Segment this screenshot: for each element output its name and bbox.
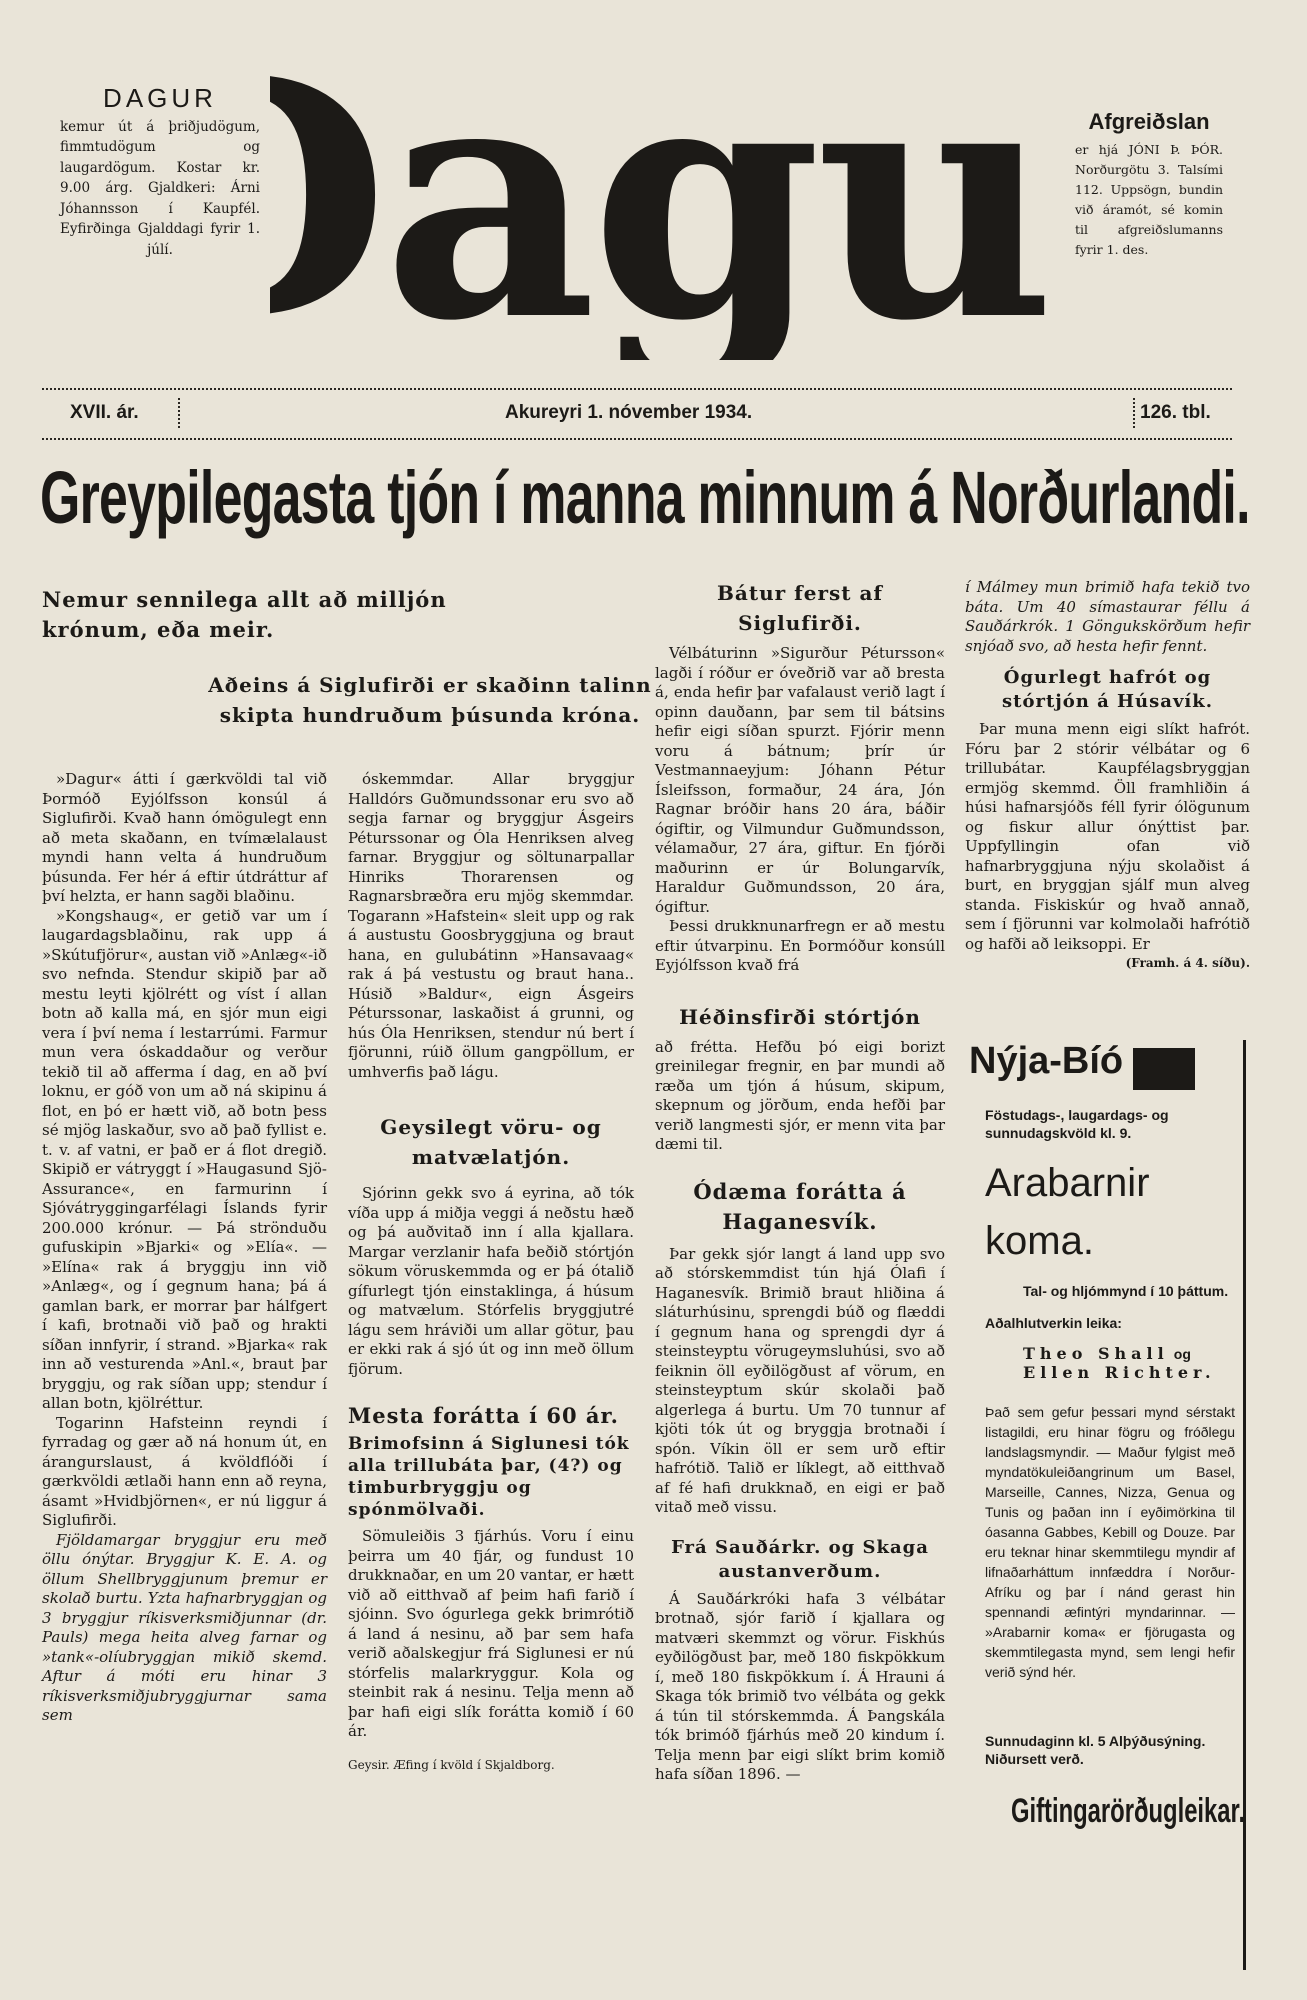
subscription-info bbox=[60, 83, 260, 260]
conjunction: og bbox=[1173, 1345, 1191, 1362]
ad-actors bbox=[1023, 1344, 1243, 1382]
masthead-text: agu bbox=[382, 20, 1050, 360]
subhead-haganesvik: Ódæma forátta á Haganesvík. bbox=[693, 1178, 907, 1234]
paragraph: í Málmey mun brimið hafa tekið tvo báta. Um 40 símastaurar féllu á Sauðárkrók. 1 Göngukskörðum hefir snjóað svo, að hesta hefir fennt. bbox=[965, 578, 1250, 655]
ad-days: Föstudags-, laugardags- og sunnudagskvöld kl. 9. bbox=[985, 1106, 1169, 1141]
office-info bbox=[1075, 109, 1223, 260]
divider bbox=[178, 398, 180, 428]
paragraph: Þar gekk sjór langt á land upp svo að stórskemmdist tún hjá Ólafi í Haganesvík. Brimið braut hliðina á sláturhúsinu, sprengdi búð og flæddi í gegnum hana og sprengdi dyr á steinsteyptu vörugeymsluhúsi, svo að feiknin öll eyðilögðust af vörum, en steinsteyptum skúr skolaði það algerlega á burtu. Um 70 tunnur af kjöti tók út og bryggja brotnaði í spón. Víkin öll er sem urð eftir hafrótið. Talið er líklegt, að eitthvað af fé hafi drukknað, en eigi er það vitað með vissu. bbox=[655, 1244, 945, 1516]
paragraph: Togarinn Hafsteinn reyndi í fyrradag og gær að ná honum út, en árangurslaust, á kvöldflóði í gærkvöldi ætlaði hann enn að reyna, ásamt »Hvidbjörnen«, er nú liggur á Siglufirði. bbox=[42, 1413, 327, 1529]
subhead-worst: Mesta forátta í 60 ár. bbox=[348, 1403, 619, 1428]
paragraph: »Kongshaug«, er getið var um í laugardagsblaðinu, rak upp á »Skútufjörur«, austan við »Anlæg«-ið svo nefnda. Stendur skipið þar að mestu leyti kjölrétt og víst í allan botn að kalla má, en sjór mun eigi vera í því nema í lestarrúmi. Farmur mun vera óskaddaður og verður tekið til að afferma í dag, en að því loknu, er góð von um að ná skipinu á flot, en þó er hætt við, að botn þess sé mjög laskaður, svo að það fyllist e. t. v. af vatni, er það er á flot dregið. Skipið er vátryggt í »Haugasund Sjö-Assurance«, en farmurinn í Sjóvátryggingarfélagi Íslands fyrir 200.000 krónur. — Þá strönduðu gufuskipin »Bjarki« og »Elía«. — »Elína« rak á bryggju inn við »Anlæg«, og í gegnum hana; þá á gamlan bark, er morrar þar hálfgert í kafi, brotnaði við það og hrakti síðan innfyrir, í strand. »Bjarka« rak inn að vesturenda »Anl.«, braut þar bryggju, og rak síðan upp; stendur í allan botn, kjölréttur. bbox=[42, 906, 327, 1412]
ad-title-row bbox=[963, 1040, 1243, 1090]
actor: Theo Shall bbox=[1023, 1343, 1169, 1363]
paragraph: óskemmdar. Allar bryggjur Halldórs Guðmundssonar eru svo að segja farnar og bryggjur Ásgeirs Péturssonar og Óla Henriksen alveg farnar. Bryggjur og söltunarpallar Hinriks Thorarensen og Ragnarsbræðra eru mjög skemmdar. Togarann »Hafstein« sleit upp og rak á austustu Goosbryggjuna og braut hana, en gulubátinn »Hansavaag« rak á þá vestustu og braut hana.. Húsið »Baldur«, eign Ásgeirs Péturssonar, laskaðist á grunni, og hús Óla Henriksen, stendur nú bert í fjörunni, rúið öllum gangpöllum, er umhverfis það lágu. bbox=[348, 770, 634, 1081]
paragraph: að frétta. Hefðu þó eigi borizt greinilegar fregnir, en þar mundi að ræða um tjón á húsum, skipum, skepnum og jörðum, enda hefði þar verið langmesti sjór, er menn vita þar dæmi til. bbox=[655, 1037, 945, 1153]
continued-note: (Framh. á 4. síðu). bbox=[1125, 956, 1250, 970]
subhead-main: Nemur sennilega allt að milljón krónum, eða meir. bbox=[42, 587, 447, 642]
subhead-boat: Bátur ferst af Siglufirði. bbox=[716, 581, 884, 635]
dateline bbox=[60, 396, 1230, 430]
actor: Ellen Richter. bbox=[1023, 1362, 1216, 1382]
ad-film-title: Arabarnir koma. bbox=[985, 1160, 1150, 1263]
paragraph: Sjórinn gekk svo á eyrina, að tók víða upp á miðja veggi á neðstu hæð og þá auðvitað inn í alla kjallara. Margar verzlanir hafa beðið stórtjón sökum vöruskemmda og er þá ótalið gífurlegt tjón einstaklinga, á húsum og matvælum. Stórfelis bryggjutré lágu sem hráviði um allar götur, þau er ekki rak á sjó út og inn með öllum fjörum. bbox=[348, 1184, 634, 1378]
issue-number: 126. tbl. bbox=[1140, 402, 1211, 423]
paragraph: Þessi drukknunarfregn er að mestu eftir útvarpinu. En Þormóður konsúll Eyjólfsson kvað frá bbox=[655, 917, 945, 974]
office-text: er hjá JÓNI Þ. ÞÓR. Norðurgötu 3. Talsími 112. Uppsögn, bundin við áramót, sé komin til afgreiðslumanns fyrir 1. des. bbox=[1075, 142, 1223, 257]
ad-next-film: Giftingarörðugleikar. bbox=[1011, 1791, 1246, 1830]
ad-title: Nýja-Bíó bbox=[969, 1040, 1124, 1082]
paragraph: Á Sauðárkróki hafa 3 vélbátar brotnað, sjór farið í kjallara og matværi skemmzt og vörur. Fiskhús eyðilögðust þar, með 180 fiskpökkum í, með 180 fiskpökkum í. Á Hrauni á Skaga tók brimið tvo vélbáta og gekk á tún til stórskemmda. Á Þangskála tók brimóð fjárhús með 20 kindum í. Telja menn þar eigi slíkt brim komið hafa síðan 1896. — bbox=[655, 1589, 945, 1783]
paragraph: Fjöldamargar bryggjur eru með öllu ónýtar. Bryggjur K. E. A. og öllum Shellbryggjunum þremur er skolað burtu. Yzta hafnarbryggjan og 3 bryggjur ríkisverksmiðjunnar (dr. Pauls) mega heita alveg farnar og »tank«-olíubryggjan mikið skemd. Aftur á móti eru hinar 3 ríkisverksmiðjubryggjurnar sama sem bbox=[42, 1530, 327, 1724]
volume: XVII. ár. bbox=[70, 402, 139, 423]
subhead-husavik: Ógurlegt hafrót og stórtjón á Húsavík. bbox=[1002, 667, 1213, 712]
paragraph: Sömuleiðis 3 fjárhús. Voru í einu þeirra um 40 fjár, og fundust 10 drukknaðar, en um 20 vantar, er hætt við að eitthvað af þeim hafi farið í sjóinn. Svo ógurlega gekk brimrótið á land á nesinu, að þar sem hafa verið aðalskegjur frá Siglunesi er nú stórfelis malarkryggur. Kola og steinbit rak á nesinu. Telja menn að þar hafi eigi slík forátta komið í 60 ár. bbox=[348, 1527, 634, 1740]
cinema-ad bbox=[963, 1040, 1246, 1970]
masthead-logo bbox=[270, 20, 1050, 360]
masthead-svg bbox=[270, 20, 1050, 360]
ad-sound: Tal- og hljómmynd í 10 þáttum. bbox=[1023, 1282, 1229, 1299]
ad-sunday: Sunnudaginn kl. 5 Alþýðusýning. Niðursett verð. bbox=[985, 1732, 1206, 1767]
subhead-siglunes: Brimofsinn á Siglunesi tók alla trillubáta þar, (4?) og timburbryggju og spónmölvaði. bbox=[348, 1434, 630, 1520]
ad-block bbox=[1133, 1048, 1195, 1090]
main-headline: Greypilegasta tjón í manna minnum á Norðurlandi. bbox=[40, 456, 1250, 539]
paragraph: Þar muna menn eigi slíkt hafrót. Fóru þar 2 stórir vélbátar og 6 trillubátar. Kaupfélagsbryggjan ermjög skemmd. Öll framhliðin á húsi hafnarsjóðs féll fyrir ólögunum og fiskur allur ónýttist þar. Uppfyllingin ofan við hafnarbryggjuna nýju skolaðist á burt, en bryggjan sjálf mun alveg standa. Fiskiskúr og hvað annað, sem í fjörunni var kolmolaði hafrótið og hafði að leiksoppi. Er bbox=[965, 720, 1250, 953]
office-heading: Afgreiðslan bbox=[1088, 109, 1210, 134]
column-1 bbox=[42, 770, 327, 1726]
paragraph: »Dagur« átti í gærkvöldi tal við Þormóð Eyjólfsson konsúl á Siglufirði. Kvað hann ómögulegt enn að meta skaðann, en tvímælalaust myndi hann velta á hundruðum þúsunda. Fer hér á eftir útdráttur af því helzta, er hann sagði blaðinu. bbox=[42, 770, 327, 905]
ad-description: Það sem gefur þessari mynd sérstakt listagildi, eru hinar fögru og fróðlegu landslagsmyndir. — Maður fylgist með myndatökuleiðangrinum um Basel, Marseille, Cannes, Nizza, Genua og Tunis og þaðan inn í eyðimörkina til óasanna Gabbes, Kebill og Douze. Þar eru teknar hinar skemmtilegu myndir af lifnaðarháttum innfæddra í Norður-Afríku og þar í nánd gerast hin spennandi æfintýri myndarinnar. — »Arabarnir koma« er fjörugasta og skemmtilegasta mynd, sem lengi hefir verið sýnd hér. bbox=[985, 1403, 1235, 1680]
column-4 bbox=[965, 578, 1250, 974]
divider bbox=[1133, 398, 1135, 428]
column-3 bbox=[655, 578, 945, 1785]
subhead-siglufjordur: Aðeins á Siglufirði er skaðinn talinn skipta hundruðum þúsunda króna. bbox=[208, 673, 652, 727]
subhead-saudarkrokur: Frá Sauðárkr. og Skaga austanverðum. bbox=[671, 1536, 929, 1582]
place-date: Akureyri 1. nóvember 1934. bbox=[505, 402, 753, 423]
column-2 bbox=[348, 770, 634, 1775]
subhead-hedinsfjordur: Héðinsfirði stórtjón bbox=[679, 1004, 921, 1029]
rule-bottom bbox=[42, 438, 1232, 440]
notice: Geysir. Æfing í kvöld í Skjaldborg. bbox=[348, 1757, 555, 1772]
info-text: kemur út á þriðjudögum, fimmtudögum og laugardögum. Kostar kr. 9.00 árg. Gjaldkeri: Árni Jóhannsson í Kaupfél. Eyfirðinga Gjalddagi fyrir 1. júlí. bbox=[60, 118, 260, 258]
info-heading: DAGUR bbox=[103, 83, 217, 113]
rule-top bbox=[42, 388, 1232, 390]
ad-leads: Aðalhlutverkin leika: bbox=[985, 1314, 1122, 1331]
paragraph: Vélbáturinn »Sigurður Pétursson« lagði í róður er óveðrið var að bresta á, enda hefir þar vafalaust verið lagt í opinn dauðann, þar sem til bátsins hefir eigi síðan spurzt. Fjórir menn voru á bátnum; þrír úr Vestmannaeyjum: Jóhann Pétur Ísleifsson, formaður, 24 ára, Jón Ragnar bróðir hans 20 ára, báðir ógiftir, og Vilmundur Guðmundsson, vélamaður, 27 ára, giftur. En fjórði maðurinn er úr Bolungarvík, Haraldur Guðmundsson, 20 ára, ógiftur. bbox=[655, 644, 945, 916]
subhead-goods: Geysilegt vöru- og matvælatjón. bbox=[380, 1115, 602, 1169]
